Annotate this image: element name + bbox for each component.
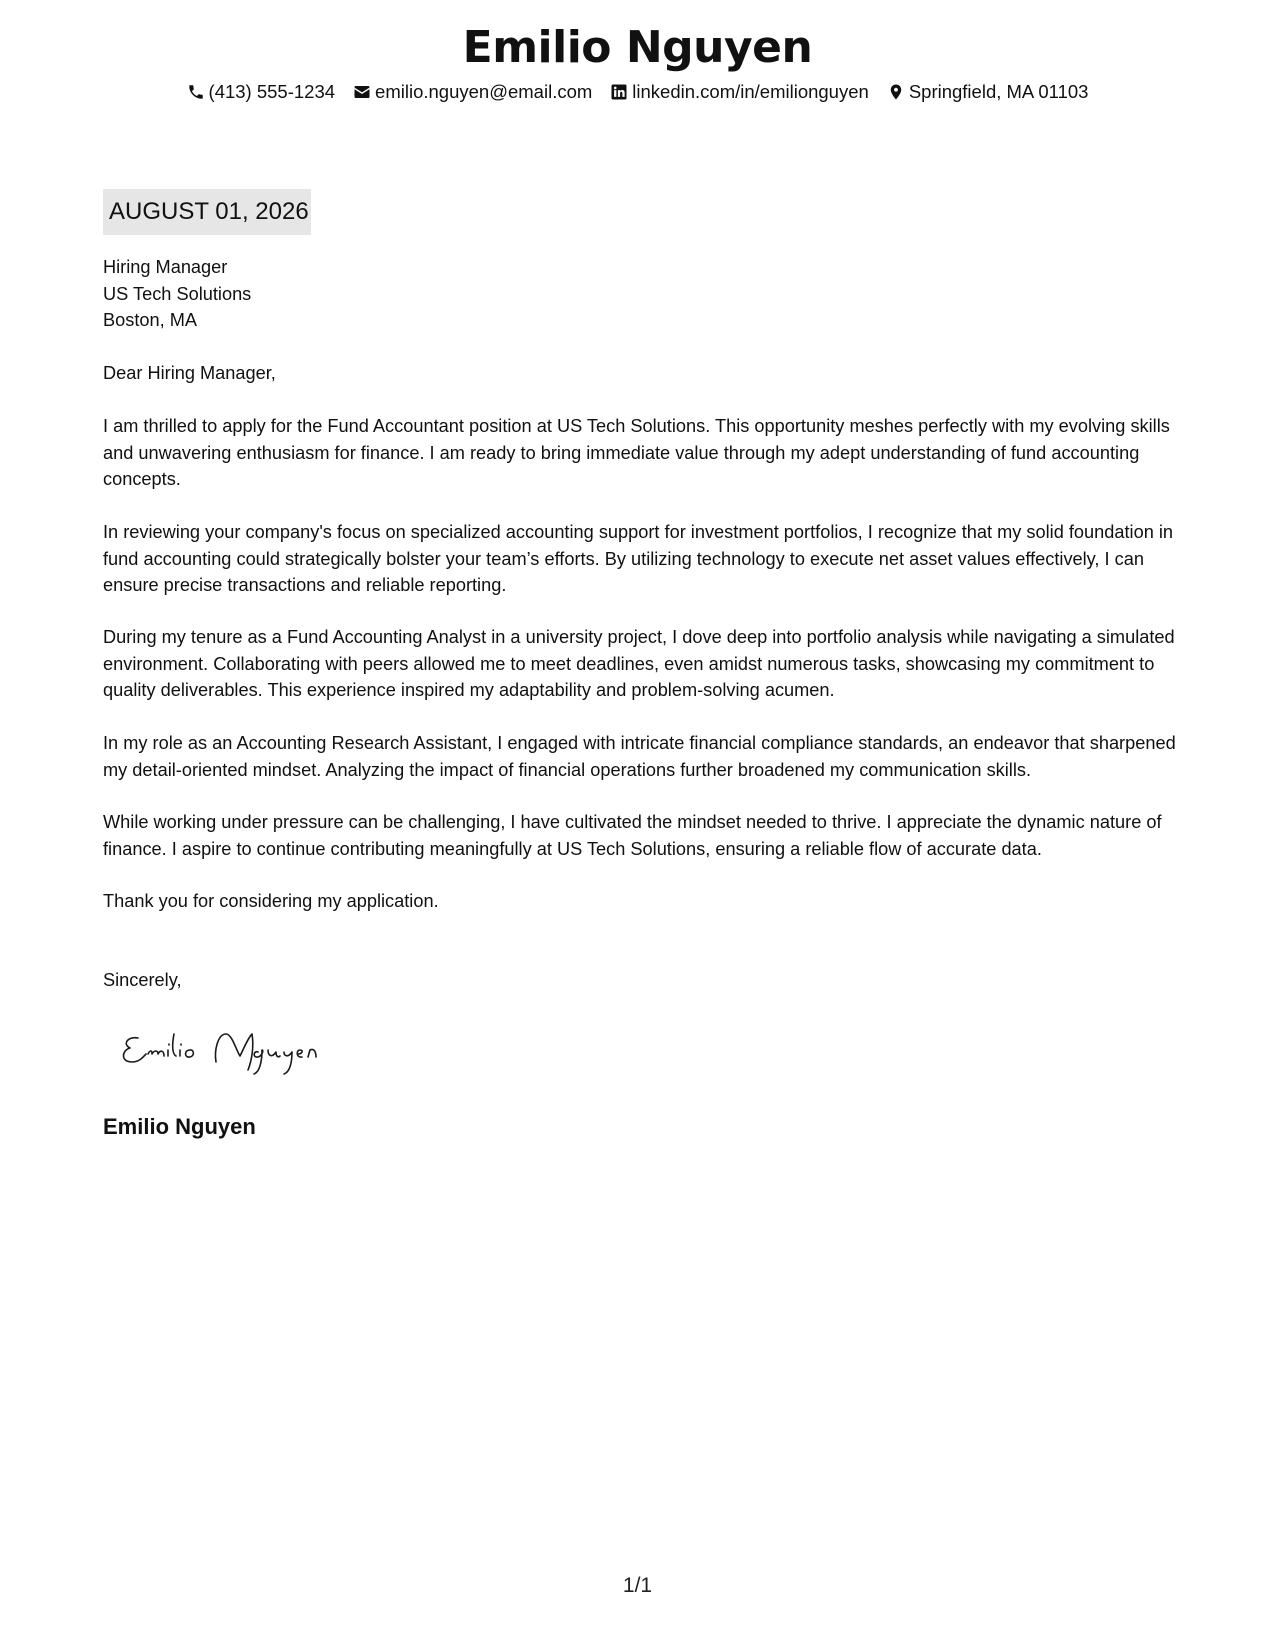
recipient-company: US Tech Solutions: [103, 283, 252, 304]
body-paragraph: While working under pressure can be challenging, I have cultivated the mindset needed to thrive. I appreciate the dynamic nature of finance. I aspire to continue contributing meaningfully at US Tech Solutions, ensuring a reliable flow of accurate data.: [103, 812, 1162, 859]
envelope-icon: [353, 83, 371, 101]
contact-phone: [187, 80, 336, 104]
page-number: 1/1: [622, 1574, 653, 1597]
location-text: Springfield, MA 01103: [908, 81, 1089, 102]
letter-date: AUGUST 01, 2026: [103, 189, 311, 235]
applicant-name: Emilio Nguyen: [462, 22, 813, 73]
phone-icon: [187, 83, 205, 101]
recipient-title: Hiring Manager: [103, 257, 228, 277]
contact-location: [887, 80, 1089, 104]
salutation: Dear Hiring Manager,: [103, 363, 276, 383]
contact-linkedin: [610, 80, 869, 104]
letter-header: [0, 22, 1275, 104]
phone-text: (413) 555-1234: [208, 81, 336, 102]
map-pin-icon: [887, 83, 905, 101]
email-text: emilio.nguyen@email.com: [375, 81, 593, 102]
recipient-block: [103, 254, 1178, 334]
recipient-location: Boston, MA: [103, 310, 198, 330]
linkedin-text: linkedin.com/in/emilionguyen: [632, 81, 869, 102]
contact-email: [353, 80, 592, 104]
closing-thanks: Thank you for considering my application.: [103, 891, 439, 911]
body-paragraph: In my role as an Accounting Research Assistant, I engaged with intricate financial compliance standards, an endeavor that sharpened my detail-oriented mindset. Analyzing the impact of financial operations further broadened my communication skills.: [103, 733, 1176, 780]
body-paragraph: I am thrilled to apply for the Fund Accountant position at US Tech Solutions. This opportunity meshes perfectly with my evolving skills and unwavering enthusiasm for finance. I am ready to bring immediate value through my adept understanding of fund accounting concepts.: [103, 416, 1170, 489]
linkedin-icon: [610, 83, 628, 101]
contact-bar: [0, 80, 1275, 104]
body-paragraph: During my tenure as a Fund Accounting Analyst in a university project, I dove deep into portfolio analysis while navigating a simulated environment. Collaborating with peers allowed me to meet deadlines, even amidst numerous tasks, showcasing my commitment to quality deliverables. This experience inspired my adaptability and problem-solving acumen.: [103, 627, 1175, 700]
signer-name: Emilio Nguyen: [103, 1114, 256, 1139]
signoff: Sincerely,: [103, 970, 182, 990]
body-paragraph: In reviewing your company's focus on specialized accounting support for investment portfolios, I recognize that my solid foundation in fund accounting could strategically bolster your team’s efforts. By utilizing technology to execute net asset values effectively, I can ensure precise transactions and reliable reporting.: [103, 522, 1174, 595]
handwritten-signature: [118, 1020, 358, 1080]
